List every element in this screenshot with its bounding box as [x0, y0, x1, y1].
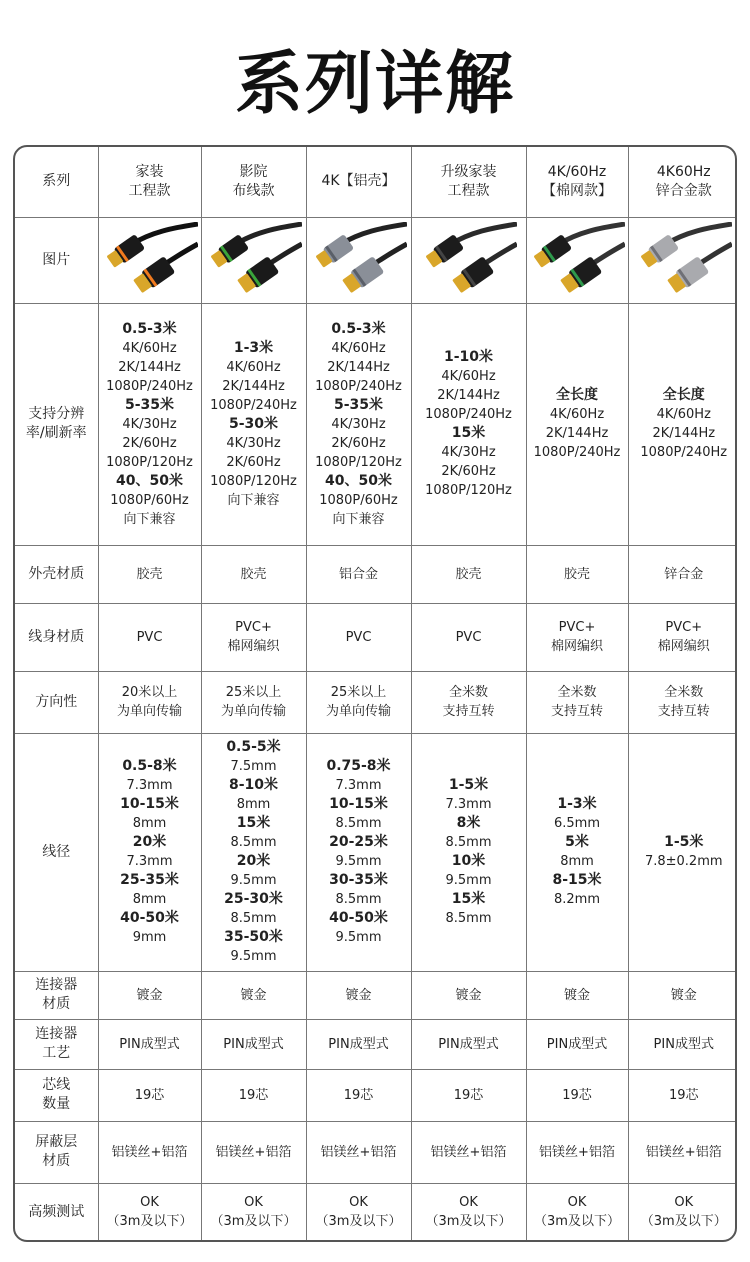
cell-line: 镀金 [455, 987, 482, 1003]
cell-line: 1-5米 [664, 834, 704, 850]
cell-line: 2K/144Hz [437, 388, 500, 403]
cell-image [411, 217, 526, 303]
row-label-diameter [15, 733, 98, 971]
cell-image [201, 217, 306, 303]
cell-line: 20米 [236, 853, 271, 869]
cell-direction [526, 671, 628, 733]
hdmi-cable-aluminum-icon [311, 222, 407, 298]
cell-series [411, 147, 526, 217]
cell-diameter [201, 733, 306, 971]
cell-line: 铝合金 [338, 566, 378, 582]
cell-shield [201, 1121, 306, 1183]
cell-line: 胶壳 [136, 566, 163, 582]
cell-line: 10-15米 [120, 796, 179, 812]
cell-line: （3m及以下） [425, 1214, 512, 1230]
cell-line: 1080P/240Hz [425, 407, 512, 422]
cell-line: 棉网编织 [227, 639, 280, 654]
cell-line: PIN成型式 [653, 1036, 714, 1052]
cell-line: （3m及以下） [210, 1214, 297, 1230]
cell-series [201, 147, 306, 217]
cell-line: 向下兼容 [332, 511, 385, 527]
cell-core [526, 1069, 628, 1121]
cell-line: 2K/60Hz [226, 454, 281, 470]
spec-row-connector-material [15, 971, 737, 1019]
cell-line: 1080P/120Hz [315, 454, 402, 470]
cell-connector-material [526, 971, 628, 1019]
cell-line: 9.5mm [445, 873, 492, 888]
cell-line: PIN成型式 [546, 1036, 608, 1052]
cell-line: 线径 [42, 843, 71, 860]
cell-line: 率/刷新率 [25, 425, 87, 441]
cell-line: PVC [455, 629, 482, 645]
cell-line: 4K/60Hz [656, 407, 711, 422]
cell-line: 1080P/240Hz [210, 397, 297, 413]
cell-line: PVC+ [235, 620, 272, 635]
cell-shield [411, 1121, 526, 1183]
cell-line: PIN成型式 [119, 1036, 180, 1052]
cell-line: PVC+ [665, 620, 703, 635]
cell-line: 2K/144Hz [222, 378, 285, 394]
cell-line: 8米 [456, 815, 481, 831]
cell-line: 连接器 [35, 1026, 78, 1042]
cell-line: OK [674, 1195, 694, 1211]
cell-connector-process [201, 1019, 306, 1069]
row-label-connector-material [15, 971, 98, 1019]
cell-shell [306, 545, 411, 603]
cell-line: 40、50米 [116, 472, 183, 489]
spec-row-hf-test [15, 1183, 737, 1241]
cell-line: 1080P/120Hz [210, 473, 297, 489]
cell-line: 2K/60Hz [441, 464, 496, 479]
cell-line: 铝镁丝+铝箔 [215, 1144, 292, 1160]
cell-line: 15米 [451, 891, 486, 907]
cell-line: 2K/144Hz [327, 359, 390, 375]
cell-line: 为单向传输 [325, 704, 391, 719]
spec-table-grid [15, 147, 737, 1241]
cell-core [201, 1069, 306, 1121]
cell-line: 19芯 [343, 1087, 374, 1103]
cell-direction [201, 671, 306, 733]
cell-line: 铝镁丝+铝箔 [111, 1144, 188, 1160]
cell-connector-material [306, 971, 411, 1019]
cell-line: 镀金 [563, 987, 590, 1003]
cell-line: 支持互转 [442, 704, 495, 719]
cell-line: 4K【铝壳】 [321, 173, 396, 190]
cell-line: 9.5mm [335, 854, 382, 869]
cell-line: 镀金 [670, 987, 697, 1003]
row-label-body [15, 603, 98, 671]
cell-line: 工程款 [128, 182, 171, 199]
page-title: 系列详解 [234, 45, 515, 124]
cell-shell [526, 545, 628, 603]
cell-line: 25米以上 [225, 685, 282, 700]
cell-line: （3m及以下） [106, 1214, 193, 1230]
cell-line: 5米 [565, 834, 589, 850]
cell-resolution [201, 303, 306, 545]
cell-shield [628, 1121, 737, 1183]
cell-resolution [526, 303, 628, 545]
cell-line: （3m及以下） [315, 1214, 402, 1230]
cell-diameter [411, 733, 526, 971]
cell-hf-test [306, 1183, 411, 1241]
cell-line: OK [349, 1195, 368, 1211]
cell-line: 4K/30Hz [122, 416, 177, 432]
cell-shell [201, 545, 306, 603]
cell-line: 全长度 [662, 387, 705, 403]
cell-direction [306, 671, 411, 733]
cell-line: 0.5-5米 [226, 739, 281, 755]
cell-line: 1-3米 [557, 796, 597, 812]
cell-line: 材质 [42, 996, 71, 1012]
cell-line: 向下兼容 [123, 511, 176, 527]
cell-line: 6.5mm [553, 816, 600, 831]
cell-line: 9mm [132, 930, 167, 945]
cell-shield [306, 1121, 411, 1183]
spec-row-series [15, 147, 737, 217]
cell-line: 工程款 [447, 182, 490, 199]
cell-line: 9.5mm [230, 873, 277, 888]
cell-line: 2K/60Hz [122, 435, 177, 451]
cell-line: 8.5mm [445, 911, 492, 926]
cell-line: 5-35米 [333, 396, 384, 413]
cell-line: 7.8±0.2mm [644, 854, 723, 869]
cell-line: 1080P/60Hz [110, 492, 189, 508]
cell-line: OK [140, 1195, 159, 1211]
cell-line: 8mm [236, 797, 271, 812]
cell-image [98, 217, 201, 303]
cell-body [306, 603, 411, 671]
cell-body [201, 603, 306, 671]
cell-line: 8.5mm [335, 816, 382, 831]
cell-line: 8.5mm [445, 835, 492, 850]
cell-line: 胶壳 [563, 566, 590, 582]
cell-core [411, 1069, 526, 1121]
cell-connector-material [411, 971, 526, 1019]
cell-line: 7.3mm [445, 797, 492, 812]
cell-hf-test [201, 1183, 306, 1241]
cell-line: 布线款 [232, 182, 275, 199]
cell-line: 1080P/240Hz [640, 445, 728, 460]
cell-line: 铝镁丝+铝箔 [645, 1144, 722, 1160]
cell-line: 向下兼容 [227, 492, 280, 508]
spec-table [13, 145, 737, 1242]
cell-line: 4K/60Hz [226, 359, 281, 375]
spec-row-diameter [15, 733, 737, 971]
cell-line: 40-50米 [120, 910, 179, 926]
cell-connector-process [306, 1019, 411, 1069]
cell-line: 19芯 [134, 1087, 165, 1103]
cell-series [526, 147, 628, 217]
cell-line: PIN成型式 [328, 1036, 389, 1052]
cell-series [306, 147, 411, 217]
cell-shell [411, 545, 526, 603]
cell-line: 0.5-3米 [331, 320, 386, 337]
cell-line: 4K/60Hz [331, 340, 386, 356]
cell-line: （3m及以下） [640, 1214, 727, 1230]
cell-line: 铝镁丝+铝箔 [320, 1144, 397, 1160]
cell-body [628, 603, 737, 671]
cell-line: 8.5mm [230, 835, 277, 850]
cell-diameter [526, 733, 628, 971]
cell-line: 10米 [451, 853, 486, 869]
cell-line: 7.3mm [335, 778, 382, 793]
cell-body [526, 603, 628, 671]
cell-line: 锌合金 [664, 566, 704, 582]
cell-line: 1080P/240Hz [315, 378, 402, 394]
cell-line: 【棉网款】 [542, 182, 612, 199]
cell-line: 25-30米 [224, 891, 283, 907]
cell-line: 9.5mm [230, 949, 277, 964]
row-label-direction [15, 671, 98, 733]
cell-line: 0.75-8米 [326, 758, 391, 774]
hdmi-cable-black-braided-icon [421, 222, 517, 298]
cell-connector-process [411, 1019, 526, 1069]
spec-row-shell [15, 545, 737, 603]
row-label-connector-process [15, 1019, 98, 1069]
cell-line: 35-50米 [224, 929, 283, 945]
cell-line: 为单向传输 [116, 704, 182, 719]
cell-connector-process [98, 1019, 201, 1069]
cell-line: 5-30米 [228, 415, 279, 432]
cell-line: 25米以上 [330, 685, 387, 700]
cell-shield [526, 1121, 628, 1183]
cell-core [98, 1069, 201, 1121]
cell-line: 19芯 [238, 1087, 269, 1103]
cell-line: 4K/60Hz [122, 340, 177, 356]
cell-direction [411, 671, 526, 733]
cell-line: 1080P/240Hz [533, 445, 621, 460]
cell-line: PIN成型式 [438, 1036, 499, 1052]
cell-line: 方向性 [35, 693, 78, 710]
cell-line: 0.5-8米 [122, 758, 177, 774]
cell-line: 4K/60Hz [441, 369, 496, 384]
cell-line: 2K/144Hz [652, 426, 716, 441]
spec-row-direction [15, 671, 737, 733]
cell-line: OK [244, 1195, 263, 1211]
row-label-core [15, 1069, 98, 1121]
cell-hf-test [98, 1183, 201, 1241]
cell-line: 连接器 [35, 977, 78, 993]
cell-resolution [411, 303, 526, 545]
hdmi-cable-zinc-alloy-icon [636, 222, 732, 298]
cell-line: 8.5mm [230, 911, 277, 926]
cell-line: （3m及以下） [534, 1214, 620, 1230]
cell-line: 锌合金款 [655, 182, 712, 199]
cell-connector-material [98, 971, 201, 1019]
cell-line: 19芯 [453, 1087, 484, 1103]
cell-line: 15米 [236, 815, 271, 831]
cell-line: 15米 [451, 425, 486, 441]
cell-line: 棉网编织 [657, 639, 710, 654]
cell-core [628, 1069, 737, 1121]
cell-line: 全米数 [557, 685, 597, 700]
cell-line: 1-10米 [443, 349, 494, 365]
row-label-resolution [15, 303, 98, 545]
cell-line: 屏蔽层 [35, 1134, 78, 1150]
cell-line: 8mm [560, 854, 594, 869]
cell-line: 1-5米 [448, 777, 489, 793]
cell-line: 20米 [132, 834, 167, 850]
cell-line: 20-25米 [329, 834, 388, 850]
cell-line: 工艺 [42, 1045, 71, 1061]
row-label-image [15, 217, 98, 303]
cell-line: 高频测试 [28, 1203, 85, 1220]
cell-connector-process [526, 1019, 628, 1069]
cell-line: 数量 [42, 1096, 71, 1112]
cell-core [306, 1069, 411, 1121]
cell-line: 4K/30Hz [441, 445, 496, 460]
cell-image [306, 217, 411, 303]
cell-line: 镀金 [345, 987, 372, 1003]
cell-diameter [306, 733, 411, 971]
cell-direction [98, 671, 201, 733]
cell-line: 0.5-3米 [122, 320, 177, 337]
cell-line: 7.3mm [126, 854, 173, 869]
cell-line: 30-35米 [329, 872, 388, 888]
cell-line: 2K/144Hz [118, 359, 181, 375]
cell-line: 1080P/240Hz [106, 378, 193, 394]
cell-line: 外壳材质 [28, 565, 85, 582]
cell-line: PIN成型式 [223, 1036, 284, 1052]
cell-line: 为单向传输 [220, 704, 286, 719]
spec-row-resolution [15, 303, 737, 545]
cell-line: 4K60Hz [656, 163, 711, 180]
cell-shell [628, 545, 737, 603]
cell-line: 25-35米 [120, 872, 179, 888]
cell-line: 系列 [42, 173, 71, 190]
cell-line: 4K/60Hz [549, 407, 605, 422]
cell-line: 胶壳 [240, 566, 267, 582]
cell-connector-material [201, 971, 306, 1019]
cell-line: 8.5mm [335, 892, 382, 907]
cell-line: 40-50米 [329, 910, 388, 926]
spec-row-core [15, 1069, 737, 1121]
cell-hf-test [411, 1183, 526, 1241]
cell-line: 7.5mm [230, 759, 277, 774]
cell-line: 19芯 [562, 1087, 592, 1103]
cell-line: 支持分辨 [28, 406, 85, 422]
cell-line: 全米数 [664, 685, 704, 700]
cell-line: 芯线 [42, 1077, 71, 1093]
cell-diameter [628, 733, 737, 971]
cell-line: 图片 [42, 251, 71, 268]
row-label-series [15, 147, 98, 217]
cell-connector-material [628, 971, 737, 1019]
cell-line: 全米数 [448, 685, 488, 700]
cell-line: 铝镁丝+铝箔 [430, 1144, 507, 1160]
spec-row-connector-process [15, 1019, 737, 1069]
hdmi-cable-green-ring-braided-icon [529, 222, 625, 298]
cell-line: 铝镁丝+铝箔 [539, 1144, 615, 1160]
cell-line: 10-15米 [329, 796, 388, 812]
cell-line: 5-35米 [124, 396, 175, 413]
cell-direction [628, 671, 737, 733]
cell-line: 2K/144Hz [545, 426, 609, 441]
hdmi-cable-green-tip-icon [206, 222, 302, 298]
cell-diameter [98, 733, 201, 971]
cell-line: 8mm [132, 816, 167, 831]
cell-shell [98, 545, 201, 603]
cell-line: PVC+ [558, 620, 596, 635]
spec-row-image [15, 217, 737, 303]
cell-line: 19芯 [668, 1087, 699, 1103]
cell-line: 8-10米 [228, 777, 279, 793]
cell-line: 1080P/120Hz [425, 483, 512, 498]
cell-body [411, 603, 526, 671]
cell-line: 8.2mm [553, 892, 600, 907]
cell-line: 镀金 [136, 987, 163, 1003]
cell-line: 材质 [42, 1153, 71, 1169]
cell-body [98, 603, 201, 671]
cell-image [526, 217, 628, 303]
cell-line: 胶壳 [455, 566, 482, 582]
cell-line: 家装 [135, 163, 164, 180]
cell-line: 升级家装 [440, 163, 497, 180]
cell-line: 40、50米 [325, 472, 392, 489]
cell-line: 4K/30Hz [331, 416, 386, 432]
cell-hf-test [526, 1183, 628, 1241]
cell-image [628, 217, 737, 303]
row-label-shell [15, 545, 98, 603]
cell-line: 8-15米 [552, 872, 602, 888]
cell-line: 4K/60Hz [547, 163, 607, 180]
spec-row-body [15, 603, 737, 671]
cell-line: 7.3mm [126, 778, 173, 793]
row-label-shield [15, 1121, 98, 1183]
spec-row-shield [15, 1121, 737, 1183]
cell-line: 支持互转 [657, 704, 710, 719]
cell-resolution [306, 303, 411, 545]
cell-series [98, 147, 201, 217]
cell-line: PVC [345, 629, 372, 645]
cell-line: 棉网编织 [550, 639, 603, 654]
cell-line: 线身材质 [28, 628, 85, 645]
cell-series [628, 147, 737, 217]
cell-line: 影院 [239, 163, 268, 180]
cell-line: 1-3米 [233, 339, 274, 356]
cell-line: 8mm [132, 892, 167, 907]
cell-line: 全长度 [556, 387, 598, 403]
cell-line: OK [459, 1195, 478, 1211]
cell-line: OK [567, 1195, 587, 1211]
cell-line: 1080P/60Hz [319, 492, 398, 508]
cell-shield [98, 1121, 201, 1183]
cell-line: 支持互转 [550, 704, 603, 719]
cell-line: 20米以上 [121, 685, 178, 700]
hdmi-cable-orange-tip-icon [102, 222, 198, 298]
cell-connector-process [628, 1019, 737, 1069]
cell-line: 4K/30Hz [226, 435, 281, 451]
cell-line: PVC [136, 629, 163, 645]
cell-resolution [628, 303, 737, 545]
cell-line: 镀金 [240, 987, 267, 1003]
row-label-hf-test [15, 1183, 98, 1241]
cell-line: 2K/60Hz [331, 435, 386, 451]
cell-line: 1080P/120Hz [106, 454, 193, 470]
cell-hf-test [628, 1183, 737, 1241]
cell-resolution [98, 303, 201, 545]
cell-line: 9.5mm [335, 930, 382, 945]
